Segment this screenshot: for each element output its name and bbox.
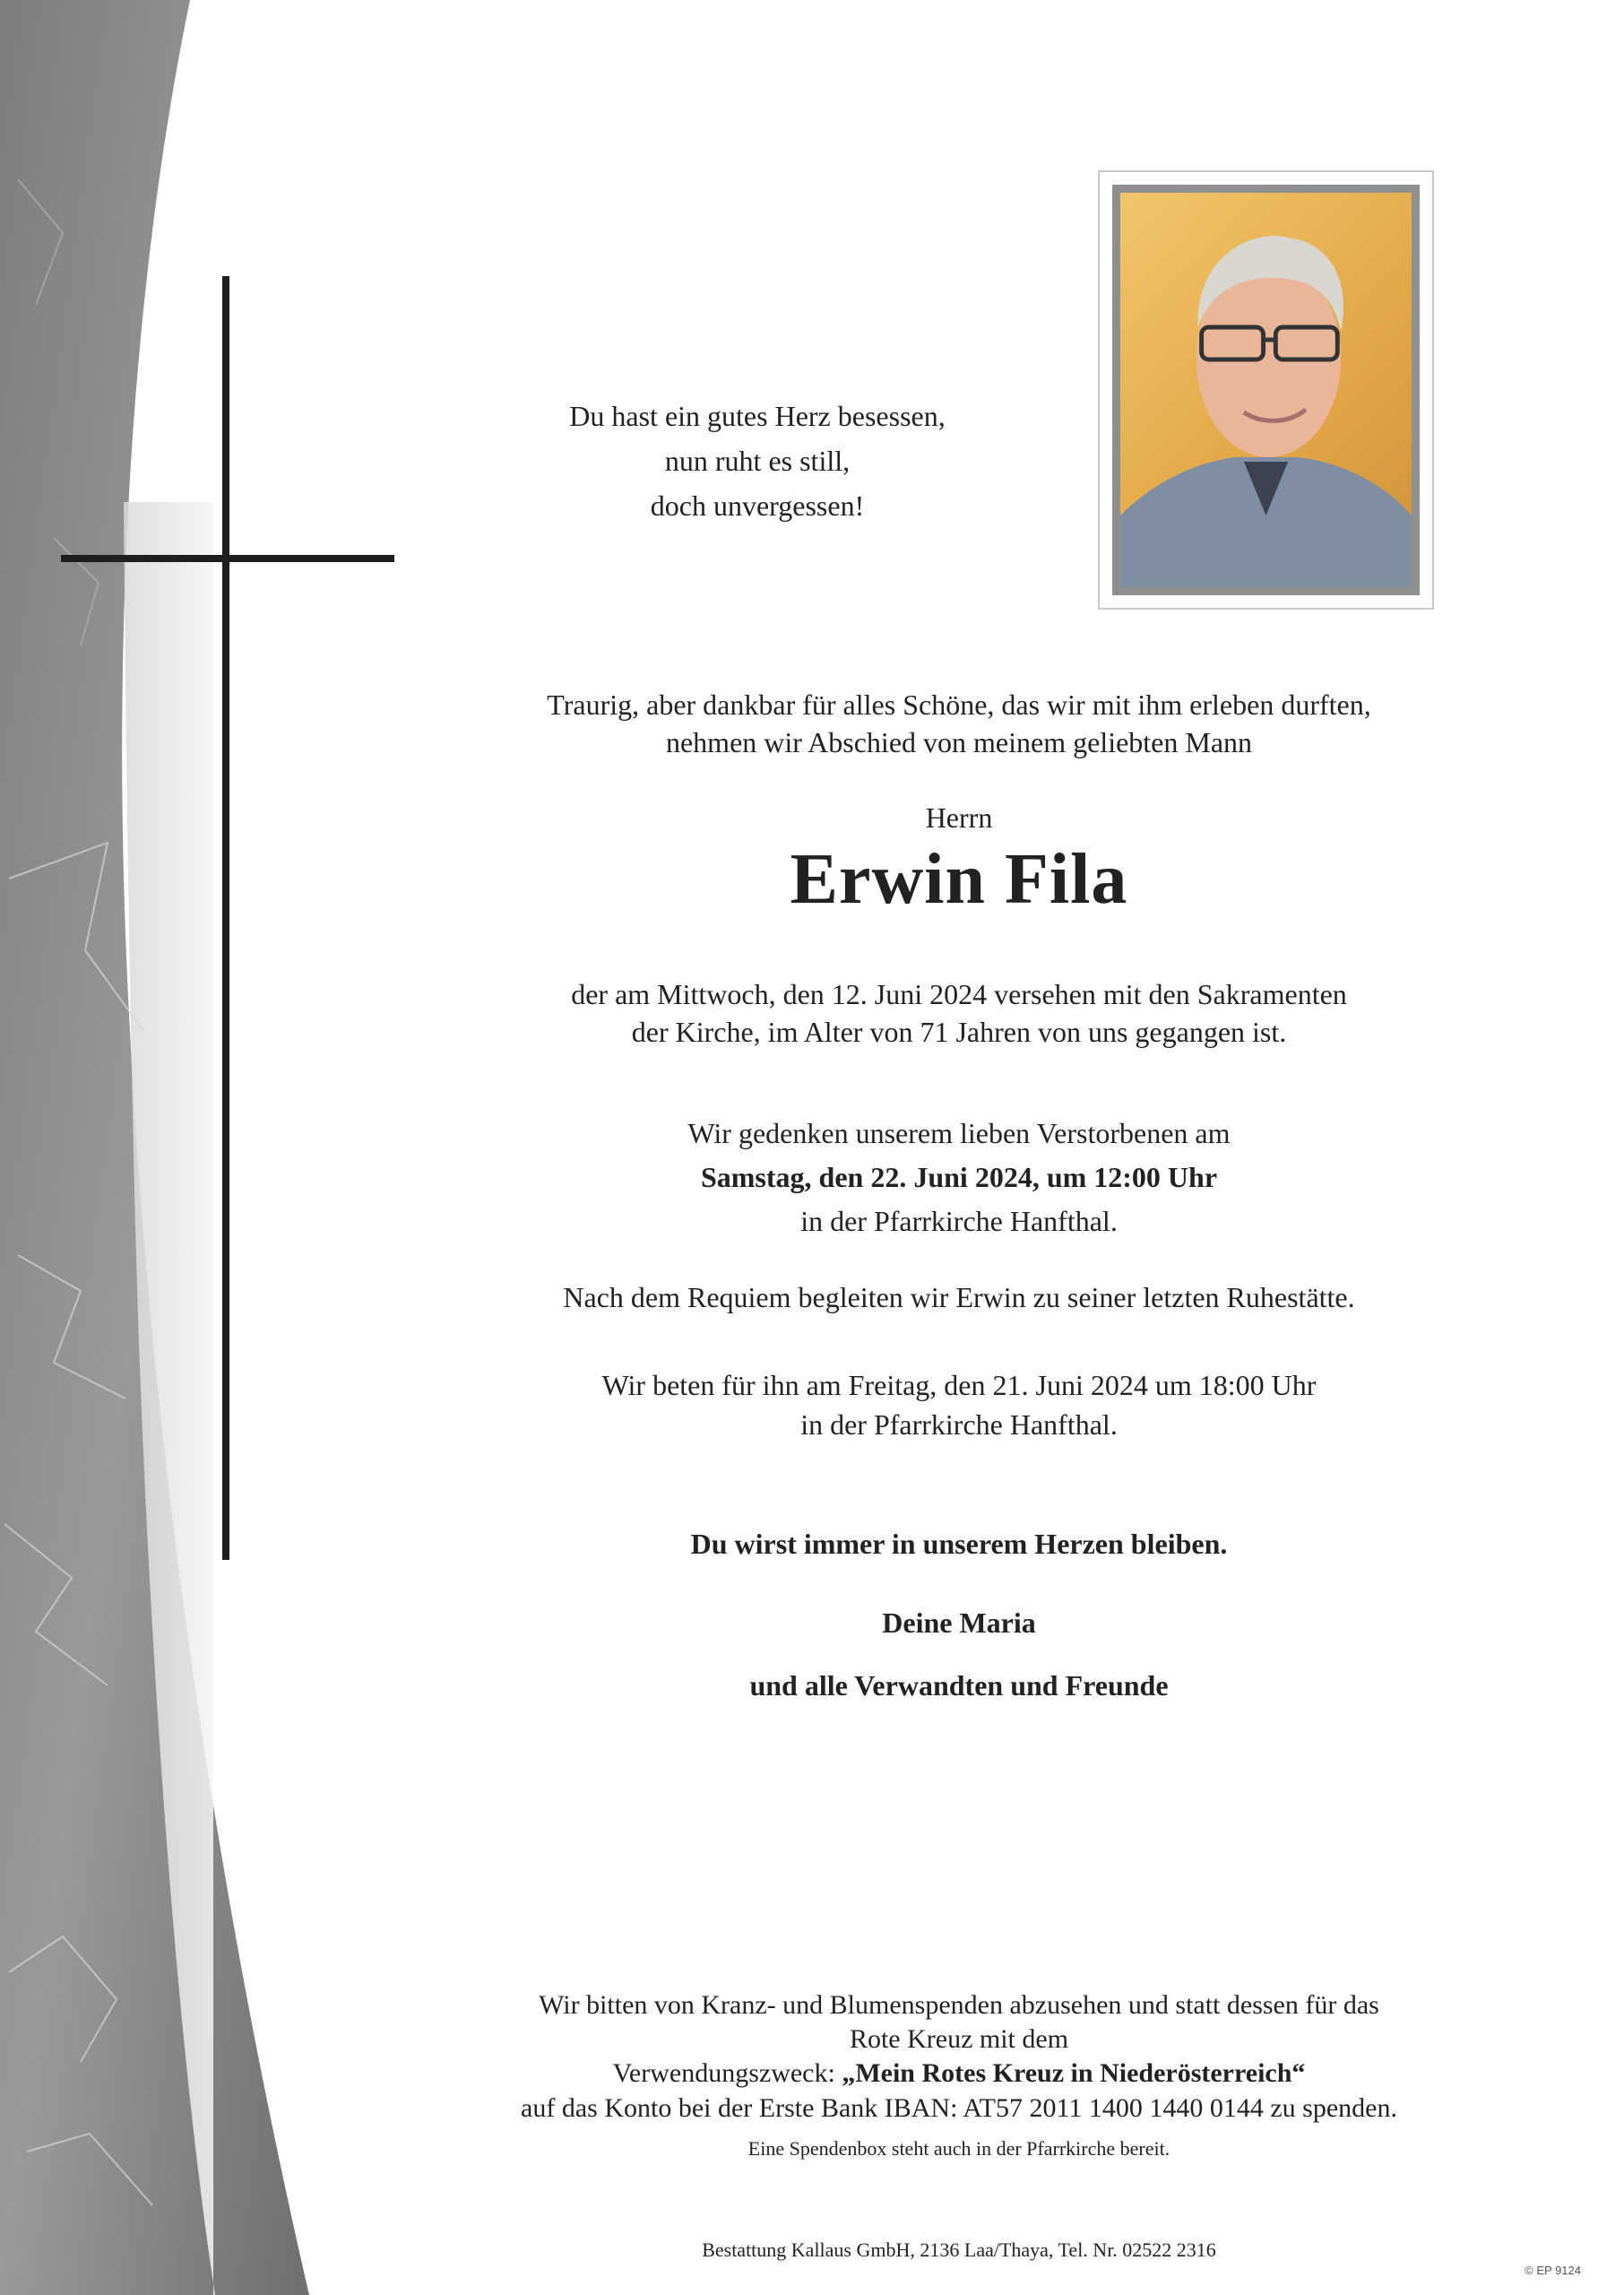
death-info-line-1: der am Mittwoch, den 12. Juni 2024 versehen mit den Sakramenten	[571, 978, 1347, 1010]
product-code: © EP 9124	[1525, 2264, 1581, 2277]
signature: Deine Maria	[882, 1606, 1036, 1639]
intro-line-1: Traurig, aber dankbar für alles Schöne, das wir mit ihm erleben durften,	[547, 688, 1371, 721]
closing-line: Du wirst immer in unserem Herzen bleiben.	[690, 1528, 1228, 1560]
memorial-intro: Wir gedenken unserem lieben Verstorbenen am	[687, 1117, 1231, 1149]
cross-horizontal-bar	[61, 555, 394, 562]
donation-line-5: Eine Spendenbox steht auch in der Pfarrkirche bereit.	[747, 2137, 1170, 2160]
death-info-line-2: der Kirche, im Alter von 71 Jahren von uns gegangen ist.	[631, 1016, 1287, 1048]
memorial-place: in der Pfarrkirche Hanfthal.	[800, 1205, 1118, 1237]
salutation: Herrn	[925, 801, 993, 834]
donation-line-4: auf das Konto bei der Erste Bank IBAN: AT57 2011 1400 1440 0144 zu spenden.	[521, 2093, 1397, 2123]
deceased-name: Erwin Fila	[790, 840, 1128, 919]
quote-line-3: doch unvergessen!	[650, 489, 865, 522]
prayer-line-1: Wir beten für ihn am Freitag, den 21. Juni 2024 um 18:00 Uhr	[601, 1369, 1317, 1401]
footer-funeral-home: Bestattung Kallaus GmbH, 2136 Laa/Thaya, Tel. Nr. 02522 2316	[702, 2239, 1216, 2261]
portrait-frame	[1098, 170, 1434, 610]
portrait-photo	[1112, 185, 1420, 595]
donation-line-2: Rote Kreuz mit dem	[849, 2024, 1069, 2054]
relatives-line: und alle Verwandten und Freunde	[749, 1669, 1169, 1702]
prayer-line-2: in der Pfarrkirche Hanfthal.	[800, 1408, 1118, 1441]
portrait-photo-icon	[1120, 193, 1412, 587]
marble-background	[0, 0, 323, 2295]
donation-line-1: Wir bitten von Kranz- und Blumenspenden abzusehen und statt dessen für das	[539, 1990, 1379, 2020]
quote-line-1: Du hast ein gutes Herz besessen,	[569, 400, 946, 432]
requiem-text: Nach dem Requiem begleiten wir Erwin zu seiner letzten Ruhestätte.	[563, 1281, 1355, 1313]
donation-line-3	[323, 2057, 1595, 2091]
quote-line-2: nun ruht es still,	[664, 445, 851, 477]
memorial-date: Samstag, den 22. Juni 2024, um 12:00 Uhr	[700, 1161, 1218, 1193]
donation-purpose: „Mein Rotes Kreuz in Niederösterreich“	[842, 2058, 1306, 2088]
donation-purpose-label: Verwendungszweck:	[612, 2058, 842, 2088]
intro-line-2: nehmen wir Abschied von meinem geliebten Mann	[665, 726, 1253, 758]
cross-vertical-bar	[222, 276, 229, 1560]
